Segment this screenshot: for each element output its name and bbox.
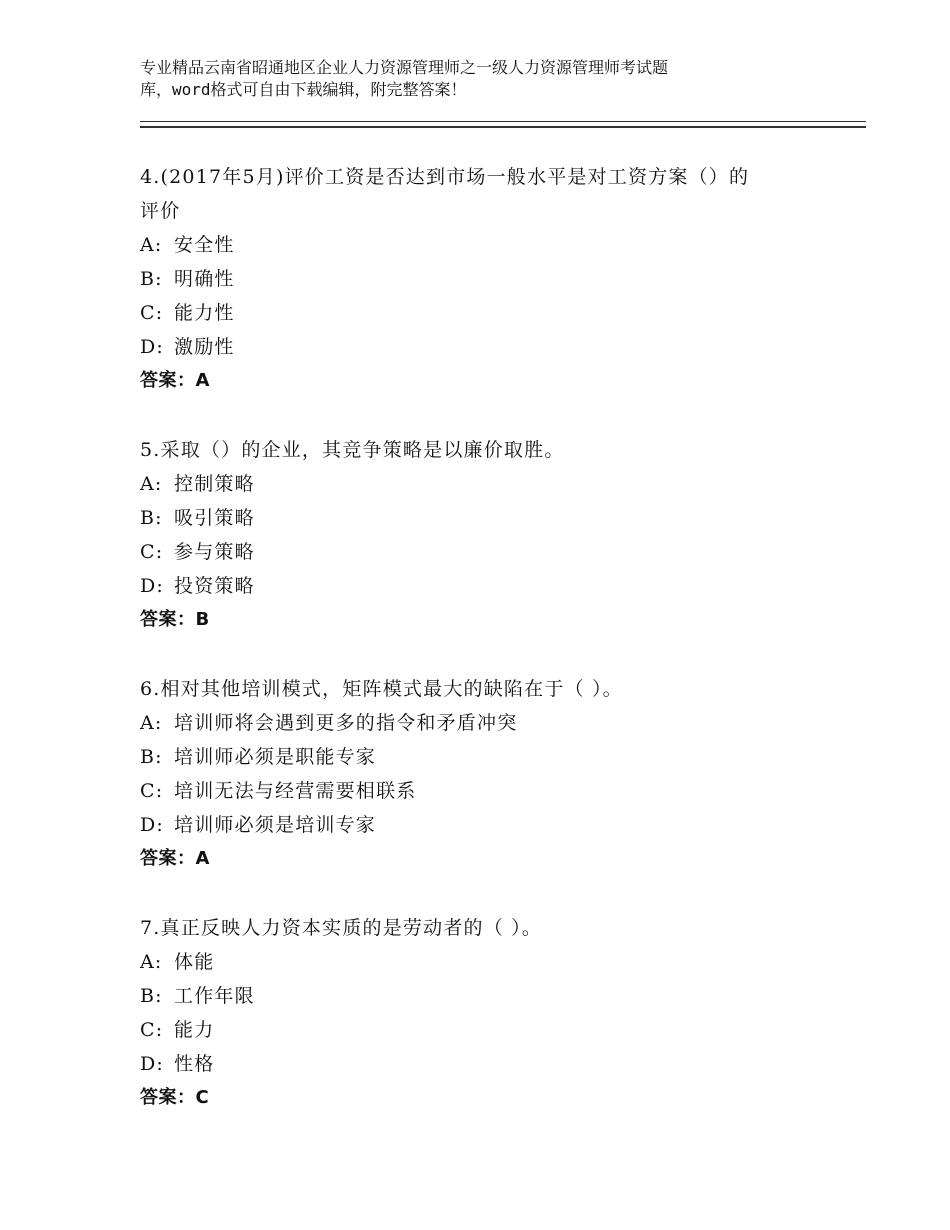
option-key: B:	[140, 507, 163, 529]
option-text: 控制策略	[174, 473, 255, 495]
option-b	[140, 501, 840, 535]
answer-label: 答案：A	[140, 848, 210, 869]
option-key: C:	[140, 780, 164, 802]
question-stem-line-1: 5.采取（）的企业，其竞争策略是以廉价取胜。	[140, 439, 565, 461]
option-text: 吸引策略	[174, 507, 255, 529]
answer-label: 答案：B	[140, 609, 210, 630]
question-stem-line-2: 评价	[140, 200, 181, 222]
option-key: C:	[140, 541, 164, 563]
option-a	[140, 467, 840, 501]
question-stem	[140, 433, 840, 467]
option-b	[140, 979, 840, 1013]
option-d	[140, 1047, 840, 1081]
question-stem	[140, 672, 840, 706]
header-divider	[140, 121, 866, 128]
option-d	[140, 569, 840, 603]
answer-label: 答案：C	[140, 1087, 210, 1108]
option-c	[140, 774, 840, 808]
option-c	[140, 1013, 840, 1047]
option-c	[140, 535, 840, 569]
question-stem	[140, 160, 840, 228]
option-key: D:	[140, 814, 165, 836]
option-key: B:	[140, 746, 163, 768]
option-key: A:	[140, 473, 163, 495]
question-stem-line-1: 6.相对其他培训模式，矩阵模式最大的缺陷在于（ ）。	[140, 678, 623, 700]
option-text: 安全性	[174, 234, 235, 256]
option-key: A:	[140, 712, 163, 734]
option-text: 明确性	[174, 268, 235, 290]
answer-label: 答案：A	[140, 370, 210, 391]
option-a	[140, 706, 840, 740]
option-text: 能力性	[174, 302, 235, 324]
option-text: 投资策略	[174, 575, 255, 597]
option-text: 培训师必须是培训专家	[174, 814, 377, 836]
option-d	[140, 330, 840, 364]
option-key: C:	[140, 1019, 164, 1041]
option-text: 参与策略	[174, 541, 255, 563]
option-key: D:	[140, 336, 165, 358]
option-d	[140, 808, 840, 842]
question-7	[140, 911, 840, 1115]
option-text: 激励性	[174, 336, 235, 358]
option-key: C:	[140, 302, 164, 324]
option-text: 能力	[174, 1019, 215, 1041]
question-stem-line-1: 4.(2017年5月)评价工资是否达到市场一般水平是对工资方案（）的	[140, 166, 750, 188]
option-text: 性格	[174, 1053, 215, 1075]
option-key: A:	[140, 234, 163, 256]
question-4	[140, 160, 840, 398]
header-title-line-2: 库，word格式可自由下载编辑，附完整答案！	[140, 80, 467, 99]
option-a	[140, 945, 840, 979]
option-c	[140, 296, 840, 330]
option-key: D:	[140, 575, 165, 597]
document-header	[140, 57, 780, 101]
option-text: 培训师将会遇到更多的指令和矛盾冲突	[174, 712, 518, 734]
header-title-line-1: 专业精品云南省昭通地区企业人力资源管理师之一级人力资源管理师考试题	[140, 58, 669, 77]
option-key: A:	[140, 951, 163, 973]
option-text: 体能	[174, 951, 215, 973]
question-6	[140, 672, 840, 876]
option-text: 培训无法与经营需要相联系	[174, 780, 417, 802]
question-5	[140, 433, 840, 637]
question-stem	[140, 911, 840, 945]
option-text: 培训师必须是职能专家	[174, 746, 377, 768]
option-key: B:	[140, 985, 163, 1007]
option-text: 工作年限	[174, 985, 255, 1007]
option-b	[140, 262, 840, 296]
option-key: B:	[140, 268, 163, 290]
option-a	[140, 228, 840, 262]
option-b	[140, 740, 840, 774]
question-stem-line-1: 7.真正反映人力资本实质的是劳动者的（ ）。	[140, 917, 543, 939]
option-key: D:	[140, 1053, 165, 1075]
